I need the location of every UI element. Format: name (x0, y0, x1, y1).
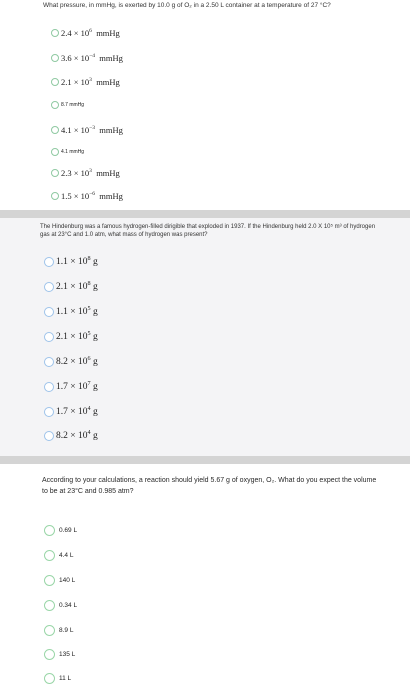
radio-button[interactable] (44, 332, 54, 342)
radio-button[interactable] (44, 673, 55, 684)
answer-option[interactable]: $1.1 \times 10^5$ g (44, 306, 98, 317)
answer-option[interactable]: 11 L (44, 673, 71, 684)
answer-option[interactable]: $2.3 \times 10^3$ mmHg (51, 168, 120, 178)
question-text: What pressure, in mmHg, is exerted by 10.0 g of O₂ in a 2.50 L container at a temperature of 27 °C? (43, 2, 331, 9)
answer-option[interactable]: $1.7 \times 10^7$ g (44, 381, 98, 392)
radio-button[interactable] (44, 407, 54, 417)
radio-button[interactable] (44, 625, 55, 636)
answer-option[interactable]: $1.7 \times 10^4$ g (44, 406, 98, 417)
panel-separator (0, 210, 410, 218)
answer-option[interactable]: 0.34 L (44, 600, 77, 611)
radio-button[interactable] (51, 101, 59, 109)
radio-button[interactable] (44, 357, 54, 367)
question-text: The Hindenburg was a famous hydrogen-filled dirigible that exploded in 1937. If the Hindenburg held 2.0 X 10⁵ m³ of hydrogen gas at 23°C and 1.0 atm, what mass of hydrogen was present? (40, 224, 376, 238)
question-text: According to your calculations, a reaction should yield 5.67 g of oxygen, O₂. What do you expect the volume to be at 23°C and 0.985 atm? (42, 477, 377, 495)
answer-option[interactable]: $2.4 \times 10^6$ mmHg (51, 28, 120, 38)
radio-button[interactable] (51, 54, 59, 62)
radio-button[interactable] (51, 126, 59, 134)
answer-option[interactable]: 8.7 mmHg (51, 101, 84, 109)
answer-option[interactable]: $1.5 \times 10^{-6}$ mmHg (51, 191, 123, 201)
question-panel-oxygen-volume (0, 464, 410, 700)
panel-separator (0, 456, 410, 464)
radio-button[interactable] (51, 29, 59, 37)
answer-option[interactable]: $2.1 \times 10^5$ g (44, 331, 98, 342)
radio-button[interactable] (51, 148, 59, 156)
answer-option[interactable]: 140 L (44, 575, 75, 586)
question-panel-pressure (0, 0, 410, 210)
radio-button[interactable] (44, 600, 55, 611)
answer-option[interactable]: $1.1 \times 10^8$ g (44, 256, 98, 267)
answer-option[interactable]: $8.2 \times 10^6$ g (44, 356, 98, 367)
answer-option[interactable]: 8.9 L (44, 625, 73, 636)
answer-option[interactable]: $4.1 \times 10^{-3}$ mmHg (51, 125, 123, 135)
radio-button[interactable] (44, 282, 54, 292)
radio-button[interactable] (44, 257, 54, 267)
answer-option[interactable]: $3.6 \times 10^{-4}$ mmHg (51, 53, 123, 63)
answer-option[interactable]: $2.1 \times 10^8$ g (44, 281, 98, 292)
radio-button[interactable] (44, 550, 55, 561)
radio-button[interactable] (44, 575, 55, 586)
radio-button[interactable] (44, 431, 54, 441)
answer-option[interactable]: 135 L (44, 649, 75, 660)
radio-button[interactable] (44, 382, 54, 392)
radio-button[interactable] (44, 649, 55, 660)
answer-option[interactable]: $8.2 \times 10^4$ g (44, 430, 98, 441)
question-panel-hindenburg (0, 218, 410, 456)
answer-option[interactable]: 4.1 mmHg (51, 148, 84, 156)
radio-button[interactable] (44, 307, 54, 317)
answer-option[interactable]: $2.1 \times 10^3$ mmHg (51, 77, 120, 87)
radio-button[interactable] (44, 525, 55, 536)
answer-option[interactable]: 4.4 L (44, 550, 73, 561)
radio-button[interactable] (51, 78, 59, 86)
answer-option[interactable]: 0.69 L (44, 525, 77, 536)
radio-button[interactable] (51, 169, 59, 177)
radio-button[interactable] (51, 192, 59, 200)
